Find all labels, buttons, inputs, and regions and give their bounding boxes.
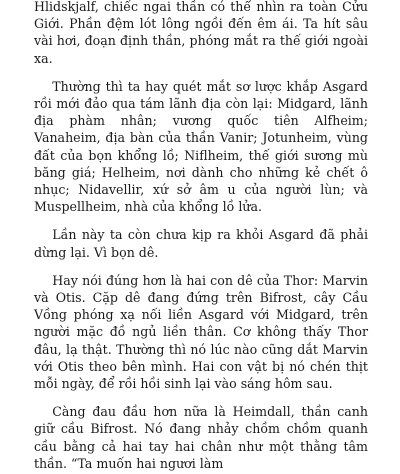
paragraph-2: Thường thì ta hay quét mắt sơ lược khắp Asgard rồi mới đảo qua tám lãnh địa còn lại: Midgard, lãnh địa phàm nhân; vương quốc tiên Alfheim; Vanaheim, địa bàn của thần Vanir; Jotunheim, vùng đất của bọn khổng lồ; Niflheim, thế giới sương mù băng giá; Helheim, nơi dành cho những kẻ chết ô nhục; Nidavellir, xứ sở âm u của người lùn; và Muspellheim, nhà của khổng lồ lửa. bbox=[34, 78, 368, 215]
paragraph-1: Hlidskjalf, chiếc ngai thần có thể nhìn ra toàn Cửu Giới. Phần đệm lót lông ngồi đến êm ái. Ta hít sâu vài hơi, đoạn định thần, phóng mắt ra thế giới ngoài xa. bbox=[34, 0, 368, 66]
paragraph-4: Hay nói đúng hơn là hai con dê của Thor: Marvin và Otis. Cặp dê đang đứng trên Bifrost, cây Cầu Vồng phóng xạ nối liền Asgard với Midgard, trên người mặc đồ ngủ liền thân. Cơ không thấy Thor đâu, lạ thật. Thường thì nó lúc nào cũng dắt Marvin với Otis theo bên mình. Hai con vật bị nó chén thịt mỗi ngày, để rồi hồi sinh lại vào sáng hôm sau. bbox=[34, 272, 368, 392]
paragraph-5: Càng đau đầu hơn nữa là Heimdall, thần canh giữ cầu Bifrost. Nó đang nhảy chồm chồm quanh cầu bằng cả hai tay hai chân như một thằng tâm thần. “Ta muốn hai ngươi làm bbox=[34, 404, 368, 471]
paragraph-3: Lần này ta còn chưa kịp ra khỏi Asgard đã phải dừng lại. Vì bọn dê. bbox=[34, 227, 368, 260]
text-flow bbox=[34, 0, 368, 472]
